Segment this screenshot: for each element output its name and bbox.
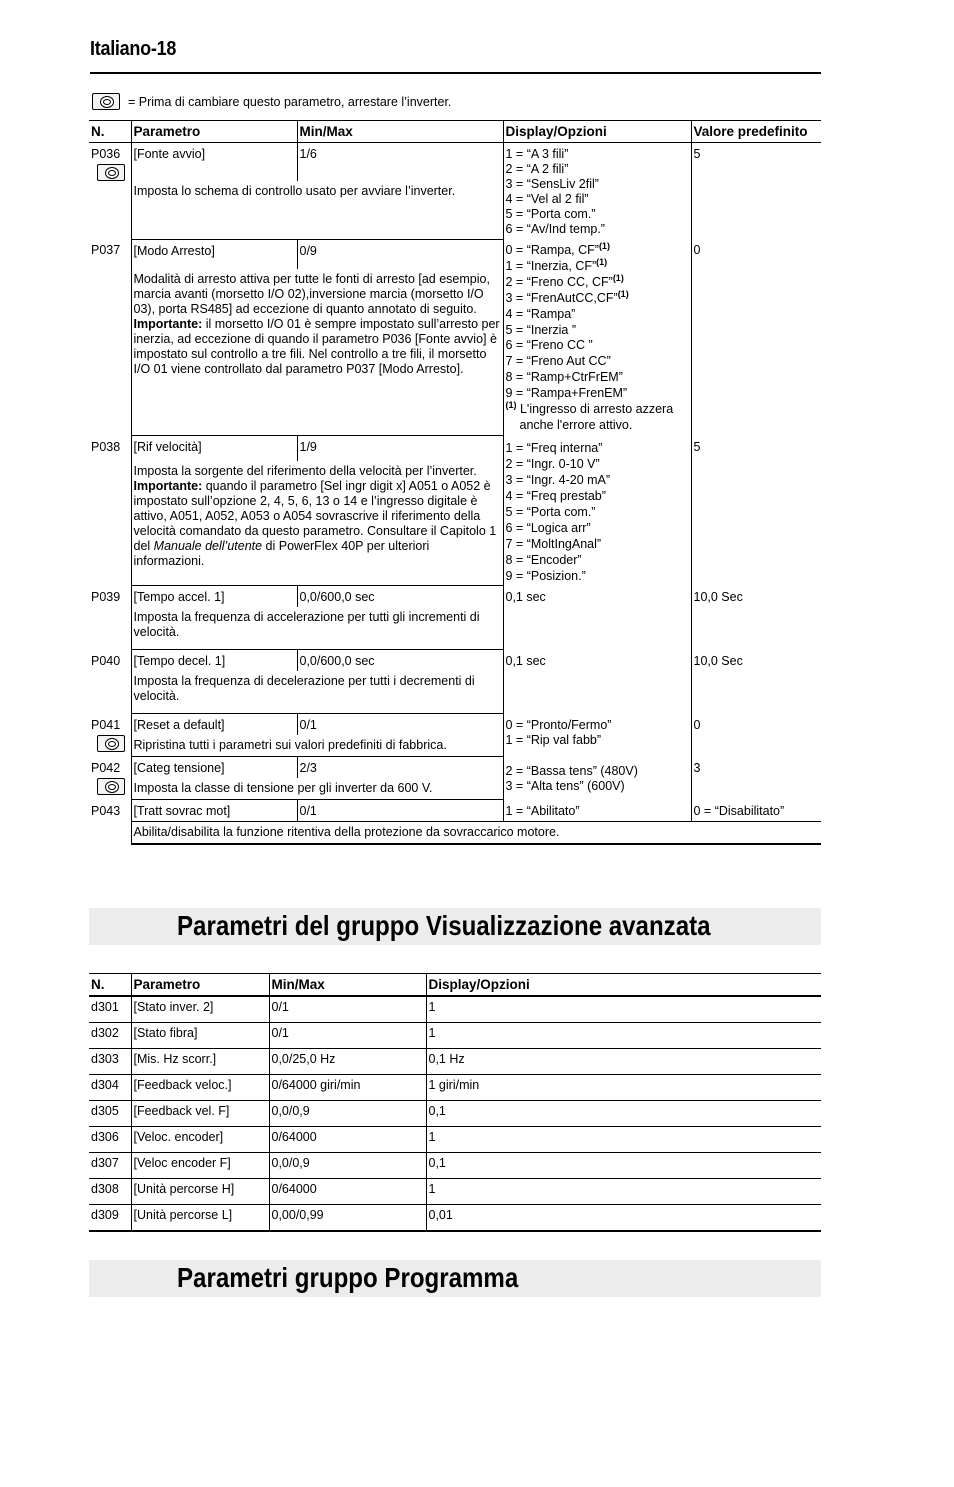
option-item: 9 = “Rampa+FrenEM” [505,386,628,401]
param-name: [Stato inver. 2] [131,996,269,1023]
param-name: [Modo Arresto] [131,239,297,269]
param-minmax: 0/1 [297,714,503,736]
option-item: 2 = “A 2 fili” [505,162,569,176]
param-code: P037 [91,243,121,257]
param-name: [Rif velocità] [131,436,297,462]
col-header-minmax: Min/Max [297,121,503,143]
stop-drive-icon [97,735,125,752]
param-default: 0 [691,239,821,436]
param-minmax: 0/64000 [269,1179,426,1205]
option-item: 0,1 sec [505,653,546,668]
param-code: d304 [89,1075,131,1101]
section-heading-program [89,1260,821,1297]
option-item: 3 = “Ingr. 4-20 mA” [505,472,611,487]
table-row-desc [89,822,821,845]
param-code: P036 [91,147,121,161]
param-minmax: 0,0/600,0 sec [297,586,503,608]
param-name: [Veloc. encoder] [131,1127,269,1153]
param-display: 1 giri/min [426,1075,821,1101]
option-item: 1 = “Rip val fabb” [505,732,602,747]
param-display: 0,01 [426,1205,821,1232]
param-name: [Feedback veloc.] [131,1075,269,1101]
option-item: 4 = “Vel al 2 fil” [505,192,589,206]
param-display: 1 [426,1179,821,1205]
table-row [89,1023,821,1049]
param-display: 1 [426,1023,821,1049]
param-options [503,239,691,436]
param-minmax: 0/64000 giri/min [269,1075,426,1101]
option-item: 4 = “Freq prestab” [505,488,606,503]
param-name: [Tempo decel. 1] [131,650,297,672]
col-header-display: Display/Opzioni [503,121,691,143]
col-header-parameter: Parametro [131,121,297,143]
param-display: 0,1 [426,1101,821,1127]
table-row [89,650,821,672]
section-title: Parametri del gruppo Visualizzazione avanzata [177,910,711,941]
param-options [503,800,691,822]
param-name: [Veloc encoder F] [131,1153,269,1179]
param-description: Abilita/disabilita la funzione ritentiva della protezione da sovraccarico motore. [131,822,821,845]
option-item: 5 = “Inerzia ” [505,322,577,337]
footnote: $^{(1)}$ L'ingresso di arresto azzera anche l'errore attivo. [505,399,674,432]
param-code: P040 [91,653,121,668]
param-minmax: 1/9 [297,436,503,462]
table-row [89,996,821,1023]
param-description: Imposta la sorgente del riferimento della velocità per l’inverter. Importante: quando il parametro [Sel ingr digit x] A051 o A052 è impostato sull’opzione 2, 4, 5, 6, 13 o 14 e l’ingresso digitale è attivo, A051, A052, A053 o A054 sovrascrive il riferimento della velocità comandato da questo parametro. Consultare il Capitolo 1 del Manuale dell’utente di PowerFlex 40P per ulteriori informazioni. [131,461,503,586]
table-row [89,1179,821,1205]
param-minmax: 0/1 [297,800,503,822]
section-title: Parametri gruppo Programma [177,1262,519,1293]
option-item: 8 = “Encoder” [505,552,582,567]
param-code: P043 [91,803,121,818]
option-item: 1 = “Freq interna” [505,440,603,455]
col-header-default: Valore predefinito [691,121,821,143]
table-row [89,714,821,736]
option-item: 1 = “A 3 fili” [505,147,569,161]
table-header-row [89,974,821,997]
option-item: 6 = “Freno CC ” [505,338,593,353]
option-item: 3 = “SensLiv 2fil” [505,177,599,191]
option-item: 6 = “Logica arr” [505,520,591,535]
table-row [89,1153,821,1179]
table-row [89,1075,821,1101]
param-options [503,436,691,586]
option-item: 7 = “Freno Aut CC” [505,354,611,369]
param-name: [Categ tensione] [131,757,297,779]
param-code: d301 [89,996,131,1023]
option-item: 8 = “Ramp+CtrFrEM” [505,370,623,385]
option-item: 5 = “Porta com.” [505,504,596,519]
param-name: [Tratt sovrac mot] [131,800,297,822]
col-header-minmax: Min/Max [269,974,426,997]
param-options [503,714,691,757]
param-code: d309 [89,1205,131,1232]
param-name: [Reset a default] [131,714,297,736]
option-item: 0 = “Rampa, CF”$^{(1)}$ [505,240,610,257]
param-default: 0 = “Disabilitato” [691,800,821,822]
table-row [89,143,821,181]
table-row [89,1049,821,1075]
table-row [89,1101,821,1127]
param-name: [Unità percorse H] [131,1179,269,1205]
option-item: 5 = “Porta com.” [505,207,596,221]
option-item: 7 = “MoltIngAnal” [505,536,602,551]
param-code: P042 [91,760,121,775]
param-minmax: 1/6 [297,143,503,181]
param-name: [Fonte avvio] [131,143,297,181]
stop-drive-icon [97,164,125,181]
param-description: Imposta la frequenza di decelerazione per tutti i decrementi di velocità. [131,671,503,714]
param-code: d306 [89,1127,131,1153]
param-description: Imposta la frequenza di accelerazione per tutti gli incrementi di velocità. [131,607,503,650]
param-display: 1 [426,1127,821,1153]
param-code-cell [89,757,131,800]
param-minmax: 0,0/0,9 [269,1153,426,1179]
option-item: 3 = “FrenAutCC,CF”$^{(1)}$ [505,288,629,305]
stop-drive-icon [97,778,125,795]
param-minmax: 0/64000 [269,1127,426,1153]
param-description: Ripristina tutti i parametri sui valori predefiniti di fabbrica. [131,735,503,757]
option-item: 6 = “Av/Ind temp.” [505,222,605,236]
parameters-table [89,120,821,845]
col-header-number: N. [89,121,131,143]
param-default: 10,0 Sec [691,650,821,714]
param-name: [Unità percorse L] [131,1205,269,1232]
param-default: 10,0 Sec [691,586,821,650]
option-item: 1 = “Inerzia, CF”$^{(1)}$ [505,256,608,273]
param-code: P038 [91,439,121,454]
col-header-parameter: Parametro [131,974,269,997]
param-minmax: 0/1 [269,1023,426,1049]
option-item: 2 = “Freno CC, CF”$^{(1)}$ [505,272,624,289]
option-item: 0 = “Pronto/Fermo” [505,717,612,732]
table-row [89,757,821,779]
param-name: [Stato fibra] [131,1023,269,1049]
param-name: [Tempo accel. 1] [131,586,297,608]
param-code: P041 [91,717,121,732]
param-options [503,757,691,800]
table-row [89,239,821,269]
param-default: 0 [691,714,821,757]
option-item: 3 = “Alta tens” (600V) [505,779,625,794]
stop-drive-icon [92,93,120,110]
param-minmax: 0,0/0,9 [269,1101,426,1127]
param-description: Imposta lo schema di controllo usato per avviare l’inverter. [131,181,503,240]
param-code: d302 [89,1023,131,1049]
param-name: [Feedback vel. F] [131,1101,269,1127]
param-minmax: 2/3 [297,757,503,779]
table-row [89,586,821,608]
param-display: 1 [426,996,821,1023]
param-minmax: 0,0/600,0 sec [297,650,503,672]
param-code: d307 [89,1153,131,1179]
page-header: Italiano-18 [90,38,177,60]
col-header-number: N. [89,974,131,997]
param-options [503,143,691,240]
section-heading-advanced-display [89,908,821,945]
table-row [89,1127,821,1153]
param-display: 0,1 [426,1153,821,1179]
param-code: d305 [89,1101,131,1127]
stop-note-text: = Prima di cambiare questo parametro, arrestare l’inverter. [128,94,452,109]
param-default: 5 [691,436,821,586]
option-item: 1 = “Abilitato” [505,803,580,818]
param-name: [Mis. Hz scorr.] [131,1049,269,1075]
stop-note [92,93,451,110]
param-minmax: 0/1 [269,996,426,1023]
param-options [503,650,691,714]
option-item: 0,1 sec [505,589,546,604]
param-display: 0,1 Hz [426,1049,821,1075]
param-minmax: 0,0/25,0 Hz [269,1049,426,1075]
col-header-display: Display/Opzioni [426,974,821,997]
param-code-cell [89,143,131,240]
param-default: 5 [691,143,821,240]
param-description: Imposta la classe di tensione per gli inverter da 600 V. [131,778,503,800]
param-minmax: 0/9 [297,239,503,269]
table-row [89,436,821,462]
option-item: 2 = “Ingr. 0-10 V” [505,456,600,471]
param-options [503,586,691,650]
param-minmax: 0,00/0,99 [269,1205,426,1232]
param-code-cell [89,714,131,757]
table-header-row [89,121,821,143]
param-code: d303 [89,1049,131,1075]
option-item: 9 = “Posizion.” [505,568,586,583]
param-code: P039 [91,589,121,604]
advanced-display-table [89,973,821,1232]
option-item: 4 = “Rampa” [505,306,576,321]
param-default: 3 [691,757,821,800]
param-code: d308 [89,1179,131,1205]
table-row [89,1205,821,1232]
table-row [89,800,821,822]
param-description: Modalità di arresto attiva per tutte le fonti di arresto [ad esempio, marcia avanti (morsetto I/O 02),inversione marcia (morsetto I/O 03), porta RS485] ad eccezione di quanto annotato di seguito. Importante: il morsetto I/O 01 è sempre impostato sull’arresto per inerzia, ad eccezione di quando il parametro P036 [Fonte avvio] è impostato sul controllo a tre fili. Nel controllo a tre fili, il morsetto I/O 01 viene controllato dal parametro P037 [Modo Arresto]. [131,269,503,436]
option-item: 2 = “Bassa tens” (480V) [505,764,638,779]
header-rule [90,72,821,74]
